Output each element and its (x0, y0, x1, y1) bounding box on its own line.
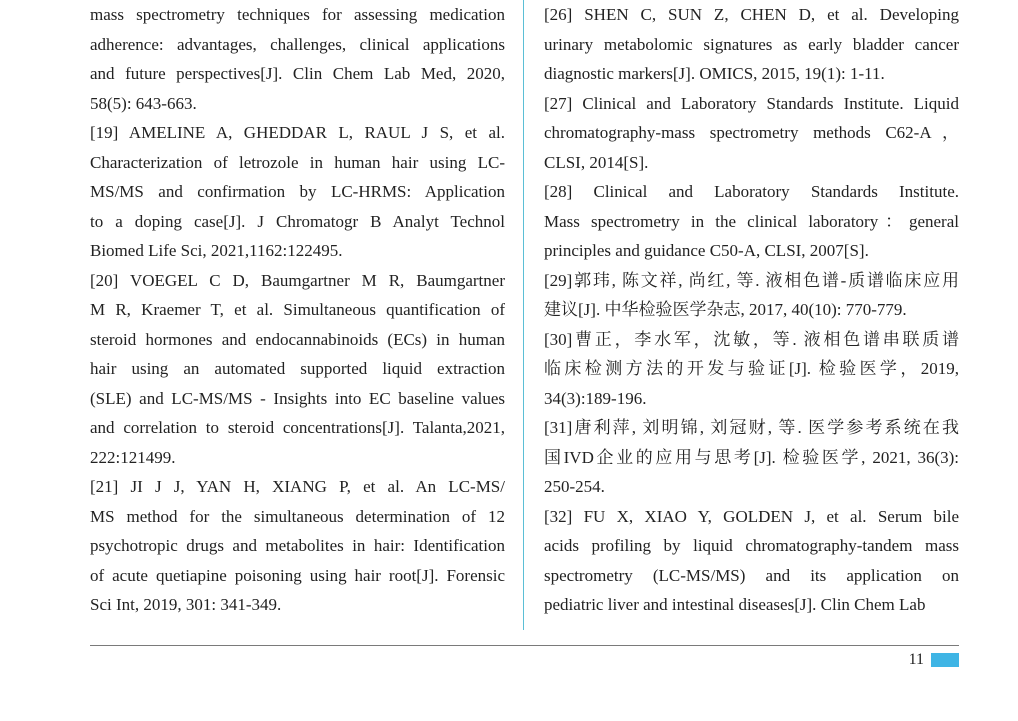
left-column (90, 0, 505, 620)
reference-line: M R, Kraemer T, et al. Simultaneous quantification of (90, 300, 505, 319)
reference-line: and correlation to steroid concentrations[J]. Talanta,2021, (90, 418, 505, 437)
column-divider (523, 0, 524, 630)
reference-line: 国IVD企业的应用与思考[J]. 检验医学, 2021, 36(3): (544, 447, 959, 467)
footer-rule (90, 645, 959, 646)
reference-line: pediatric liver and intestinal diseases[J]. Clin Chem Lab (544, 595, 926, 614)
reference-line: [20] VOEGEL C D, Baumgartner M R, Baumgartner (90, 270, 505, 290)
reference-line: 34(3):189-196. (544, 388, 647, 408)
reference-line: [32] FU X, XIAO Y, GOLDEN J, et al. Serum bile (544, 506, 959, 526)
reference-line: [29]郭玮, 陈文祥, 尚红, 等. 液相色谱-质谱临床应用 (544, 270, 959, 290)
reference-line: urinary metabolomic signatures as early bladder cancer (544, 34, 959, 54)
reference-line: [26] SHEN C, SUN Z, CHEN D, et al. Developing (544, 5, 959, 24)
page-tab-marker (931, 653, 959, 667)
reference-line: acids profiling by liquid chromatography-tandem mass (544, 536, 959, 555)
reference-line: 250-254. (544, 477, 605, 496)
reference-line: mass spectrometry techniques for assessing medication (90, 5, 505, 24)
reference-line: MS method for the simultaneous determination of 12 (90, 506, 505, 526)
reference-line: spectrometry (LC-MS/MS) and its application on (544, 565, 959, 585)
reference-line: (SLE) and LC-MS/MS - Insights into EC baseline values (90, 388, 505, 408)
reference-line: diagnostic markers[J]. OMICS, 2015, 19(1): 1-11. (544, 64, 885, 83)
page-number: 11 (908, 651, 924, 668)
reference-line: principles and guidance C50-A, CLSI, 2007[S]. (544, 241, 869, 260)
reference-line: of acute quetiapine poisoning using hair root[J]. Forensic (90, 565, 505, 585)
reference-line: [28] Clinical and Laboratory Standards Institute. (544, 182, 959, 201)
reference-line: and future perspectives[J]. Clin Chem Lab Med, 2020, (90, 64, 505, 83)
reference-line: Biomed Life Sci, 2021,1162:122495. (90, 241, 343, 260)
reference-line: chromatography-mass spectrometry methods C62-A， (544, 123, 959, 142)
reference-line: psychotropic drugs and metabolites in hair: Identification (90, 536, 505, 555)
reference-line: 222:121499. (90, 447, 176, 467)
reference-line: to a doping case[J]. J Chromatogr B Analyt Technol (90, 211, 505, 231)
reference-line: MS/MS and confirmation by LC-HRMS: Application (90, 182, 505, 201)
reference-line: adherence: advantages, challenges, clinical applications (90, 34, 505, 54)
reference-line: [19] AMELINE A, GHEDDAR L, RAUL J S, et al. (90, 123, 505, 142)
reference-line: [21] JI J J, YAN H, XIANG P, et al. An LC-MS/ (90, 477, 505, 496)
right-column (544, 0, 959, 620)
reference-line: CLSI, 2014[S]. (544, 152, 649, 172)
reference-line: [31]唐利萍, 刘明锦, 刘冠财, 等. 医学参考系统在我 (544, 418, 959, 437)
reference-line: 临床检测方法的开发与验证[J]. 检验医学，2019, (544, 359, 959, 378)
reference-line: 建议[J]. 中华检验医学杂志, 2017, 40(10): 770-779. (544, 300, 907, 319)
reference-line: [30]曹正，李水军，沈敏，等. 液相色谱串联质谱 (544, 329, 959, 349)
reference-line: hair using an automated supported liquid extraction (90, 359, 505, 378)
reference-line: 58(5): 643-663. (90, 93, 197, 113)
reference-line: Mass spectrometry in the clinical laboratory：general (544, 211, 959, 231)
reference-line: steroid hormones and endocannabinoids (ECs) in human (90, 329, 505, 349)
reference-line: Characterization of letrozole in human hair using LC- (90, 152, 505, 172)
reference-line: [27] Clinical and Laboratory Standards Institute. Liquid (544, 93, 959, 113)
reference-line: Sci Int, 2019, 301: 341-349. (90, 595, 282, 614)
